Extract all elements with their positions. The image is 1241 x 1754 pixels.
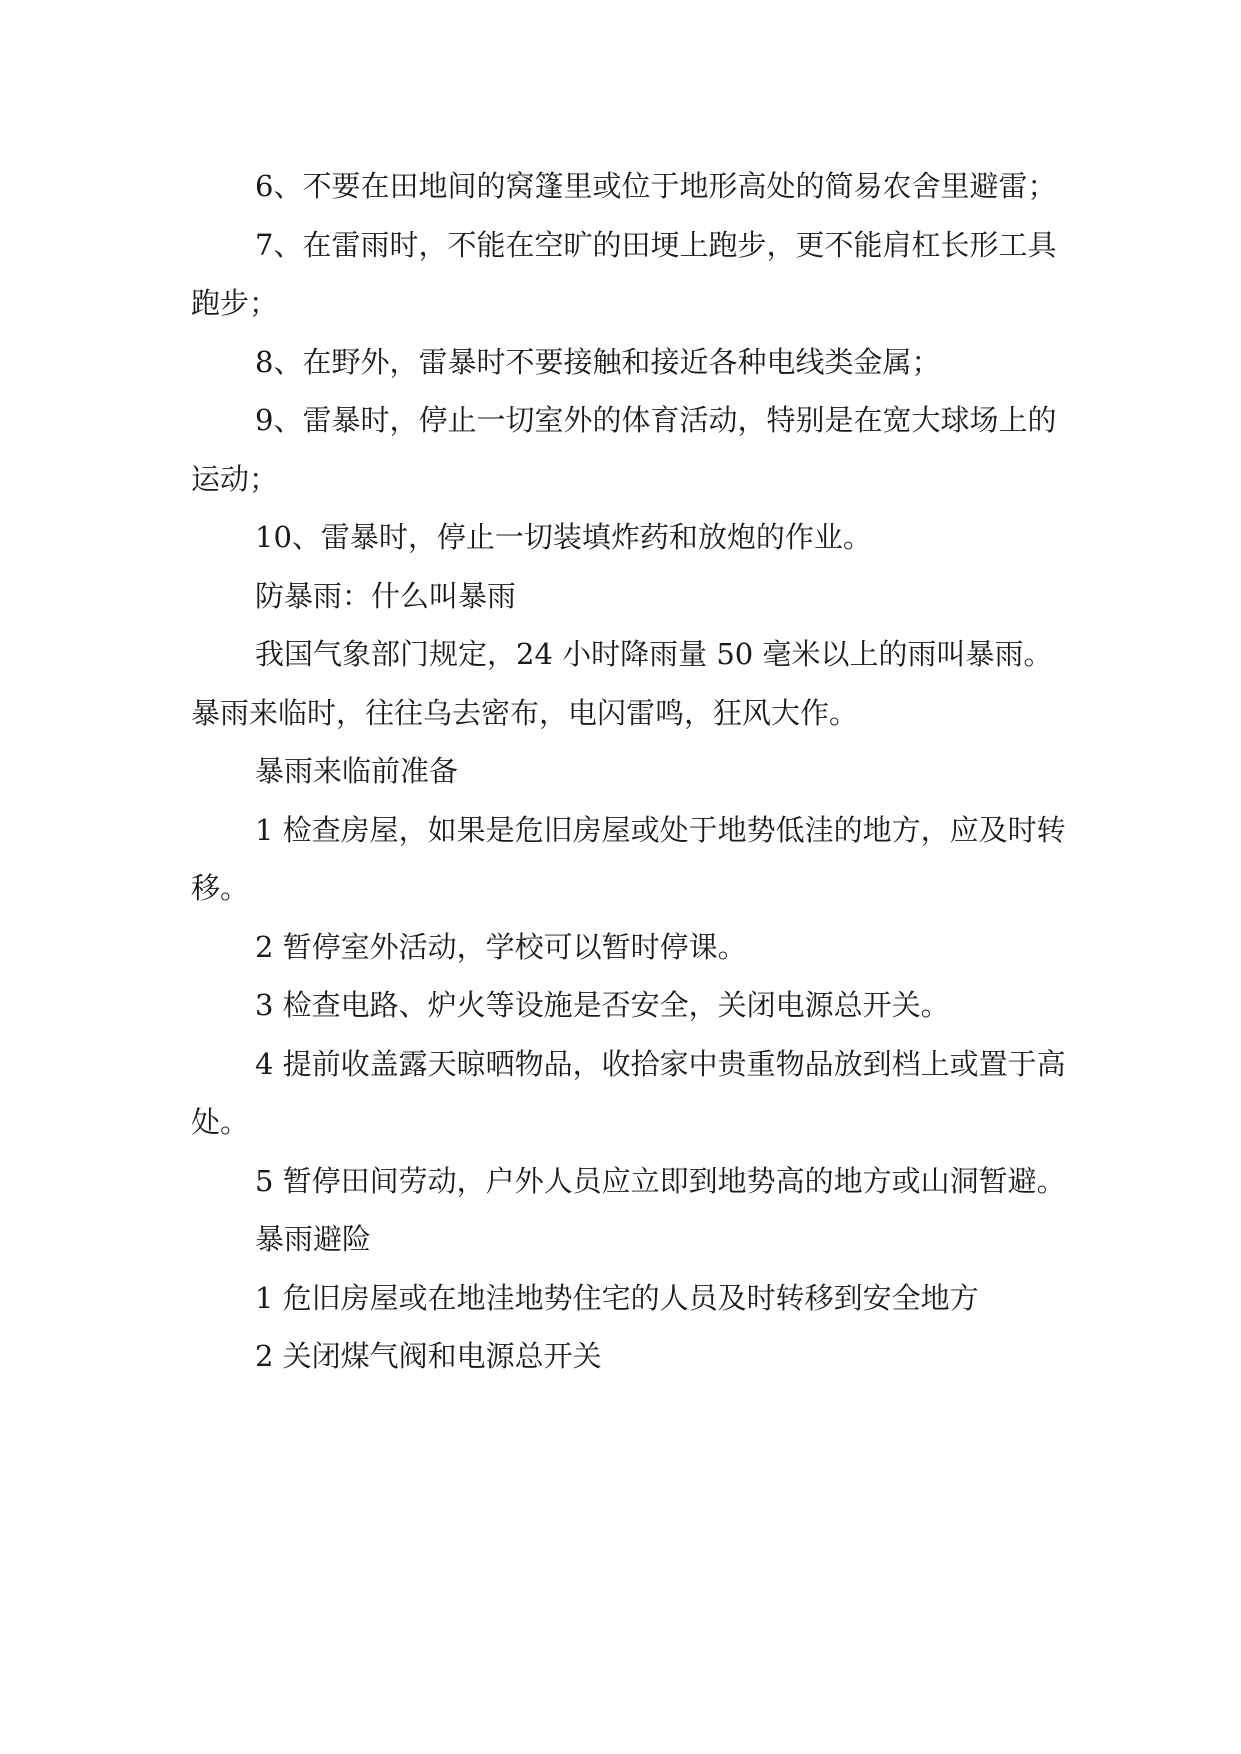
paragraph: 5 暂停田间劳动，户外人员应立即到地势高的地方或山洞暂避。 [255,1163,1066,1198]
paragraph: 7、在雷雨时，不能在空旷的田埂上跑步，更不能肩杠长形工具跑步； [191,227,1057,320]
paragraph: 9、雷暴时，停止一切室外的体育活动，特别是在宽大球场上的运动； [191,403,1057,496]
paragraph: 我国气象部门规定，24 小时降雨量 50 毫米以上的雨叫暴雨。暴雨来临时，往往乌去密布，电闪雷鸣，狂风大作。 [191,637,1053,730]
paragraph: 1 检查房屋，如果是危旧房屋或处于地势低洼的地方，应及时转移。 [191,812,1066,905]
paragraph: 3 检查电路、炉火等设施是否安全，关闭电源总开关。 [255,988,950,1022]
paragraph: 8、在野外，雷暴时不要接触和接近各种电线类金属； [255,344,941,379]
document-body [191,157,1071,1386]
paragraph: 6、不要在田地间的窝篷里或位于地形高处的简易农舍里避雷； [255,169,1057,203]
paragraph: 1 危旧房屋或在地洼地势住宅的人员及时转移到安全地方 [255,1280,979,1315]
paragraph: 2 暂停室外活动，学校可以暂时停课。 [255,929,747,964]
section-heading: 暴雨避险 [255,1222,372,1256]
paragraph: 10、雷暴时，停止一切装填炸药和放炮的作业。 [255,520,872,554]
paragraph: 2 关闭煤气阀和电源总开关 [255,1339,602,1373]
section-heading: 暴雨来临前准备 [255,754,459,788]
section-heading: 防暴雨：什么叫暴雨 [255,578,517,613]
paragraph: 4 提前收盖露天晾晒物品，收拾家中贵重物品放到档上或置于高处。 [191,1046,1066,1139]
